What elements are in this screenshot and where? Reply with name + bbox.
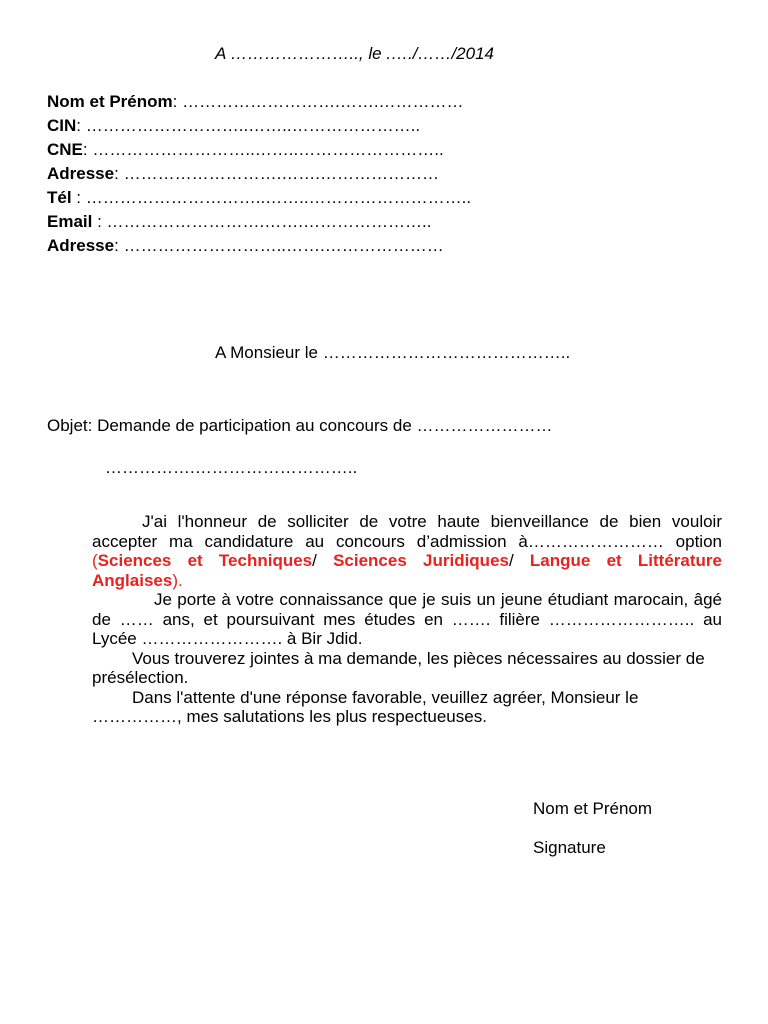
field-cne: CNE: ………………………..……..…………………….. (47, 140, 444, 159)
signature-label: Signature (533, 838, 606, 857)
field-label: Nom et Prénom (47, 92, 173, 111)
body-paragraph-2: Je porte à votre connaissance que je suis un jeune étudiant marocain, âgé de …… ans, et poursuivant mes études en ……. filière …………………….. au Lycée ……………………. à Bir Jdid. (92, 590, 722, 648)
field-label: Tél (47, 188, 72, 207)
field-dots: ………………………..…….………………… (123, 236, 444, 255)
body-paragraph-1: J'ai l'honneur de solliciter de votre haute bienveillance de bien vouloir accepter ma candidature au concours d’admission à…………………… option (Sciences et Techniques/ Sciences Juridiques/ Langue et Littérature Anglaises). (92, 512, 722, 590)
field-label: Adresse (47, 236, 115, 255)
field-label: CIN (47, 116, 77, 135)
field-dots: ……………………….…….…………… (182, 92, 464, 111)
objet-continuation: …………….……………………….. (105, 458, 358, 477)
signature-name-label: Nom et Prénom (533, 799, 653, 818)
date-line: A ………………….., le .…./……/2014 (215, 44, 494, 63)
letter-body (92, 512, 722, 727)
field-label: CNE (47, 140, 83, 159)
field-label: Email (47, 212, 93, 231)
field-adresse: Adresse: ……………………….…….………………… (47, 164, 440, 183)
body-paragraph-3: Vous trouverez jointes à ma demande, les pièces nécessaires au dossier de présélection. (92, 648, 705, 687)
field-email: Email : ……………………….…….………………….. (47, 212, 432, 231)
recipient-line: A Monsieur le …………………………………….. (215, 343, 571, 362)
option-sciences-techniques: Sciences et Techniques (97, 551, 313, 570)
field-nom-prenom: Nom et Prénom: ……………………….…….…………… (47, 92, 464, 111)
field-dots: …………………………..……..……………………….. (85, 188, 472, 207)
field-label: Adresse (47, 164, 115, 183)
field-dots: ………………………..……..………………….. (85, 116, 421, 135)
field-cin: CIN: ………………………..……..………………….. (47, 116, 421, 135)
body-paragraph-4: Dans l'attente d'une réponse favorable, veuillez agréer, Monsieur le ……………, mes salutations les plus respectueuses. (92, 687, 639, 726)
field-dots: ………………………..……..…………………….. (92, 140, 444, 159)
field-dots: ……………………….…….………………… (123, 164, 440, 183)
objet-line: Objet: Demande de participation au concours de …………………… (47, 416, 553, 435)
field-adresse-2: Adresse: ………………………..…….………………… (47, 236, 444, 255)
field-tel: Tél : …………………………..……..……………………….. (47, 188, 472, 207)
option-sciences-juridiques: Sciences Juridiques (333, 551, 509, 570)
option-langue-litterature: Langue et Littérature Anglaises (92, 551, 722, 590)
field-dots: ……………………….…….………………….. (106, 212, 432, 231)
